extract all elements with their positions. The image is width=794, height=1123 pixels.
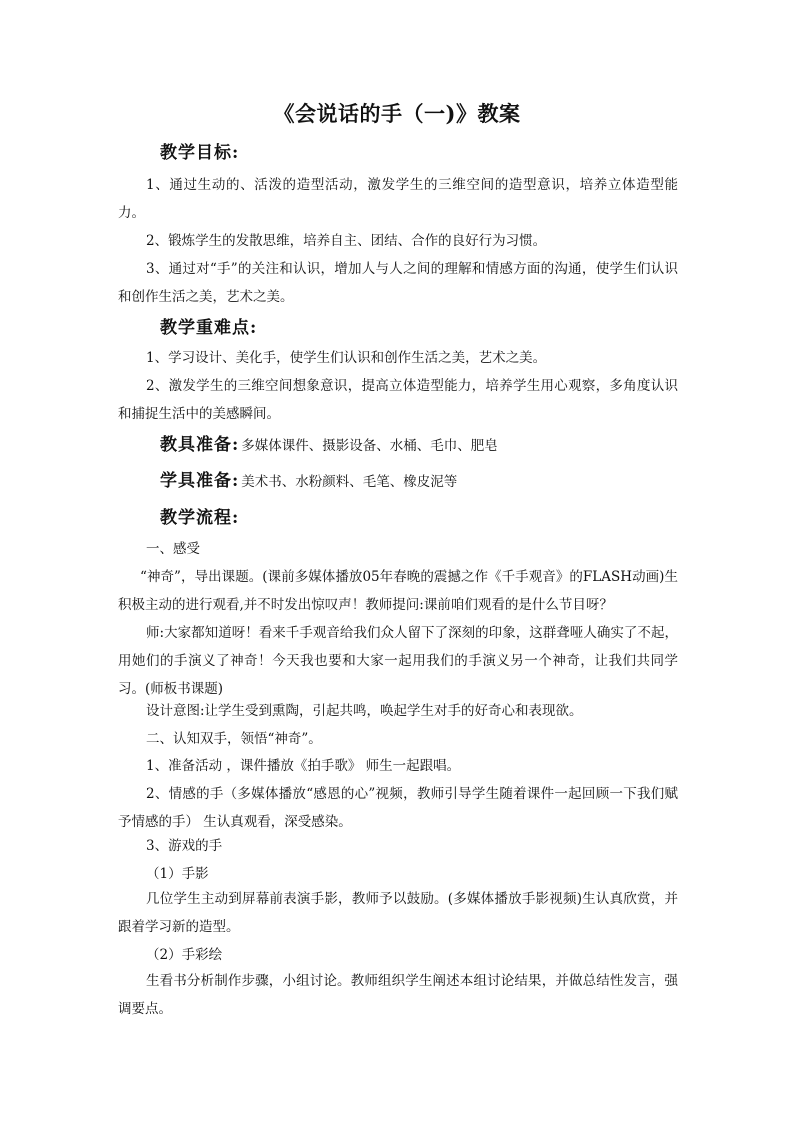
goals-item-2: 2、锻炼学生的发散思维，培养自主、团结、合作的良好行为习惯。: [146, 233, 547, 249]
student-tools-heading: 学具准备:: [160, 471, 240, 491]
teacher-tools-heading: 教具准备:: [160, 435, 240, 455]
page-title: 《会说话的手（一)》教案: [273, 101, 521, 126]
goals-item-3: 3、通过对“手”的关注和认识，增加人与人之间的理解和情感方面的沟通，使学生们认识和创作生活之美，艺术之美。: [118, 261, 678, 305]
process-paragraph: 1、准备活动 ，课件播放《拍手歌》 师生一起跟唱。: [146, 758, 461, 774]
process-paragraph: “神奇”，导出课题。(课前多媒体播放05年春晚的震撼之作《千手观音》的FLASH动画)生积极主动的进行观看,并不时发出惊叹声！教师提问:课前咱们观看的是什么节目呀？: [118, 569, 678, 613]
key-points-item-1: 1、学习设计、美化手，使学生们认识和创作生活之美，艺术之美。: [146, 350, 547, 366]
goals-item-1: 1、通过生动的、活泼的造型活动，激发学生的三维空间的造型意识，培养立体造型能力。: [118, 177, 678, 221]
process-paragraph: 几位学生主动到屏幕前表演手影，教师予以鼓励。(多媒体播放手影视频)生认真欣赏，并跟着学习新的造型。: [118, 891, 678, 935]
student-tools-row: [160, 466, 457, 491]
process-paragraph: （2）手彩绘: [146, 947, 223, 963]
key-points-item-2: 2、激发学生的三维空间想象意识，提高立体造型能力，培养学生用心观察，多角度认识和捕捉生活中的美感瞬间。: [118, 378, 678, 422]
student-tools-text: 美术书、水粉颜料、毛笔、橡皮泥等: [241, 474, 458, 490]
process-paragraph: 2、情感的手（多媒体播放“感恩的心”视频，教师引导学生随着课件一起回顾一下我们赋予情感的手） 生认真观看，深受感染。: [118, 786, 678, 830]
process-heading: 教学流程:: [160, 508, 240, 528]
process-paragraph: 设计意图:让学生受到熏陶，引起共鸣，唤起学生对手的好奇心和表现欲。: [146, 703, 583, 719]
process-paragraph: 二、认知双手，领悟“神奇”。: [146, 731, 322, 747]
goals-heading: 教学目标:: [160, 143, 240, 163]
key-points-heading: 教学重难点:: [160, 318, 258, 338]
process-paragraph: 一、感受: [146, 541, 200, 557]
process-paragraph: 3、游戏的手: [146, 838, 223, 854]
process-paragraph: 生看书分析制作步骤，小组讨论。教师组织学生阐述本组讨论结果，并做总结性发言，强调要点。: [118, 973, 678, 1017]
teacher-tools-text: 多媒体课件、摄影设备、水桶、毛巾、肥皂: [241, 438, 498, 454]
process-paragraph: （1）手影: [146, 866, 209, 882]
process-paragraph: 师:大家都知道呀！看来千手观音给我们众人留下了深刻的印象，这群聋哑人确实了不起，用她们的手演义了神奇！今天我也要和大家一起用我们的手演义另一个神奇，让我们共同学习。(师板书课题): [118, 625, 678, 697]
teacher-tools-row: [160, 430, 498, 455]
